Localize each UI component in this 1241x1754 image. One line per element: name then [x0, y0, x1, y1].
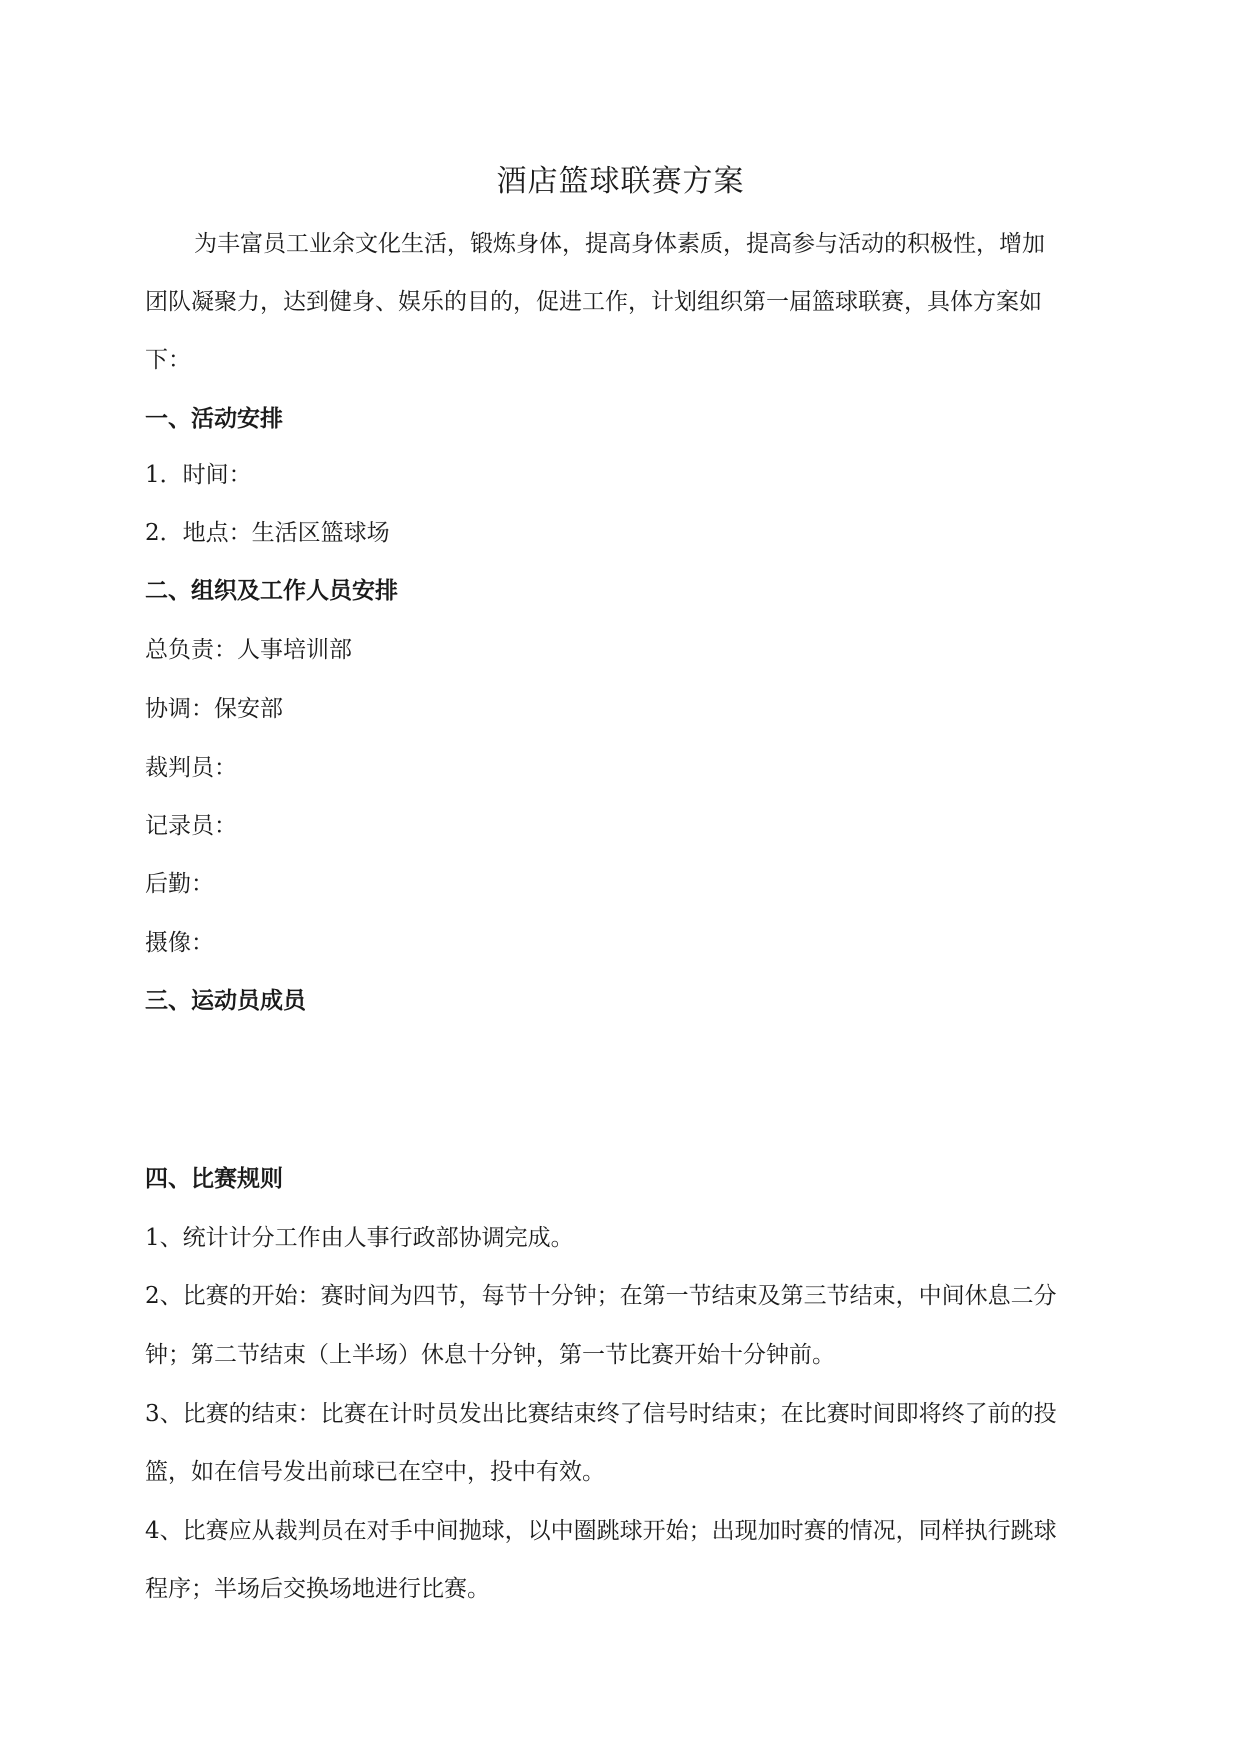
document-title: 酒店篮球联赛方案	[496, 164, 745, 199]
activity-location: 2．地点：生活区篮球场	[145, 520, 390, 546]
staff-item-recorder: 记录员：	[145, 813, 237, 839]
intro-line-2: 团队凝聚力，达到健身、娱乐的目的，促进工作，计划组织第一届篮球联赛，具体方案如	[145, 289, 1042, 315]
staff-item-lead: 总负责：人事培训部	[145, 637, 352, 663]
rule-4-line-1: 4、比赛应从裁判员在对手中间抛球，以中圈跳球开始；出现加时赛的情况，同样执行跳球	[145, 1518, 1057, 1544]
rule-3-line-2: 篮，如在信号发出前球已在空中，投中有效。	[145, 1459, 605, 1485]
staff-item-video: 摄像：	[145, 930, 214, 956]
section-heading-athletes: 三、运动员成员	[145, 988, 306, 1014]
staff-item-referee: 裁判员：	[145, 755, 237, 781]
staff-item-logistics: 后勤：	[145, 871, 214, 897]
rule-1: 1、统计计分工作由人事行政部协调完成。	[145, 1225, 574, 1251]
rule-4-line-2: 程序；半场后交换场地进行比赛。	[145, 1576, 490, 1602]
intro-line-1: 为丰富员工业余文化生活，锻炼身体，提高身体素质，提高参与活动的积极性，增加	[194, 231, 1045, 257]
rule-3-line-1: 3、比赛的结束：比赛在计时员发出比赛结束终了信号时结束；在比赛时间即将终了前的投	[145, 1401, 1057, 1427]
activity-time: 1．时间：	[145, 462, 252, 488]
section-heading-activity: 一、活动安排	[145, 406, 283, 432]
staff-item-coordination: 协调：保安部	[145, 696, 283, 722]
intro-line-3: 下：	[145, 347, 191, 373]
rule-2-line-1: 2、比赛的开始：赛时间为四节，每节十分钟；在第一节结束及第三节结束，中间休息二分	[145, 1283, 1057, 1309]
section-heading-organization: 二、组织及工作人员安排	[145, 578, 398, 604]
rule-2-line-2: 钟；第二节结束（上半场）休息十分钟，第一节比赛开始十分钟前。	[145, 1342, 835, 1368]
section-heading-rules: 四、比赛规则	[145, 1166, 283, 1192]
